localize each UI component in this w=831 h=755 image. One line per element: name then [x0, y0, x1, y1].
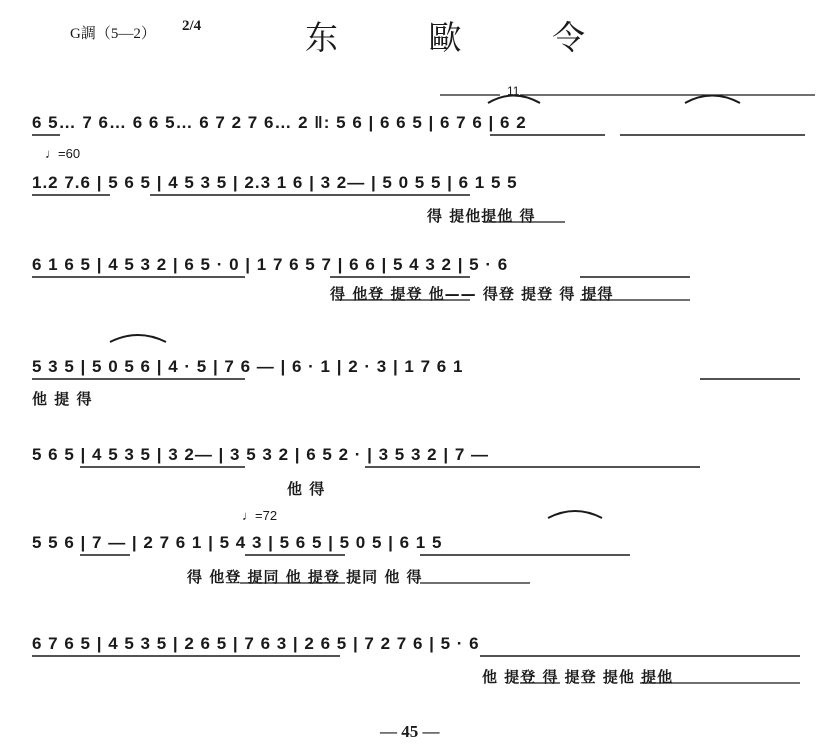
score-line-2: 1.2 7.6 | 5 6 5 | 4 5 3 5 | 2.3 1 6 | 3 2— | 5 0 5 5 | 6 1 5 5: [32, 173, 518, 192]
tempo-mark-72: ♩=72: [242, 508, 278, 523]
lyric-line-3: 他 提 得: [32, 390, 93, 408]
lyric-line-5: 得 他登 提同 他 提登 提同 他 得: [187, 568, 423, 586]
page-number: — 45 —: [380, 722, 440, 741]
score-line-1: 6 5… 7 6… 6 6 5… 6 7 2 7 6… 2 ‖: 5 6 | 6 6 5 | 6 7 6 | 6 2: [32, 113, 527, 132]
piece-title: 东 歐 令: [305, 18, 625, 57]
lyric-line-2: 得 他登 提登 他—— 得登 提登 得 提得: [330, 285, 614, 303]
score-line-3: 6 1 6 5 | 4 5 3 2 | 6 5 · 0 | 1 7 6 5 7 | 6 6 | 5 4 3 2 | 5 · 6: [32, 255, 509, 274]
ending-number: 11: [507, 84, 520, 98]
time-signature: 2/4: [182, 18, 202, 34]
lyric-line-6: 他 提登 得 提登 提他 提他: [482, 668, 674, 686]
score-line-5: 5 6 5 | 4 5 3 5 | 3 2— | 3 5 3 2 | 6 5 2 · | 3 5 3 2 | 7 —: [32, 445, 489, 464]
key-signature: G調（5—2）: [70, 26, 156, 42]
tempo-mark-60: ♩=60: [45, 146, 81, 161]
score-line-4: 5 3 5 | 5 0 5 6 | 4 · 5 | 7 6 — | 6 · 1 | 2 · 3 | 1 7 6 1: [32, 357, 464, 376]
lyric-line-1: 得 提他提他 得: [427, 207, 536, 225]
score-line-7: 6 7 6 5 | 4 5 3 5 | 2 6 5 | 7 6 3 | 2 6 5 | 7 2 7 6 | 5 · 6: [32, 634, 480, 653]
lyric-line-4: 他 得: [287, 480, 326, 498]
score-line-6: 5 5 6 | 7 — | 2 7 6 1 | 5 4 3 | 5 6 5 | 5 0 5 | 6 1 5: [32, 533, 443, 552]
